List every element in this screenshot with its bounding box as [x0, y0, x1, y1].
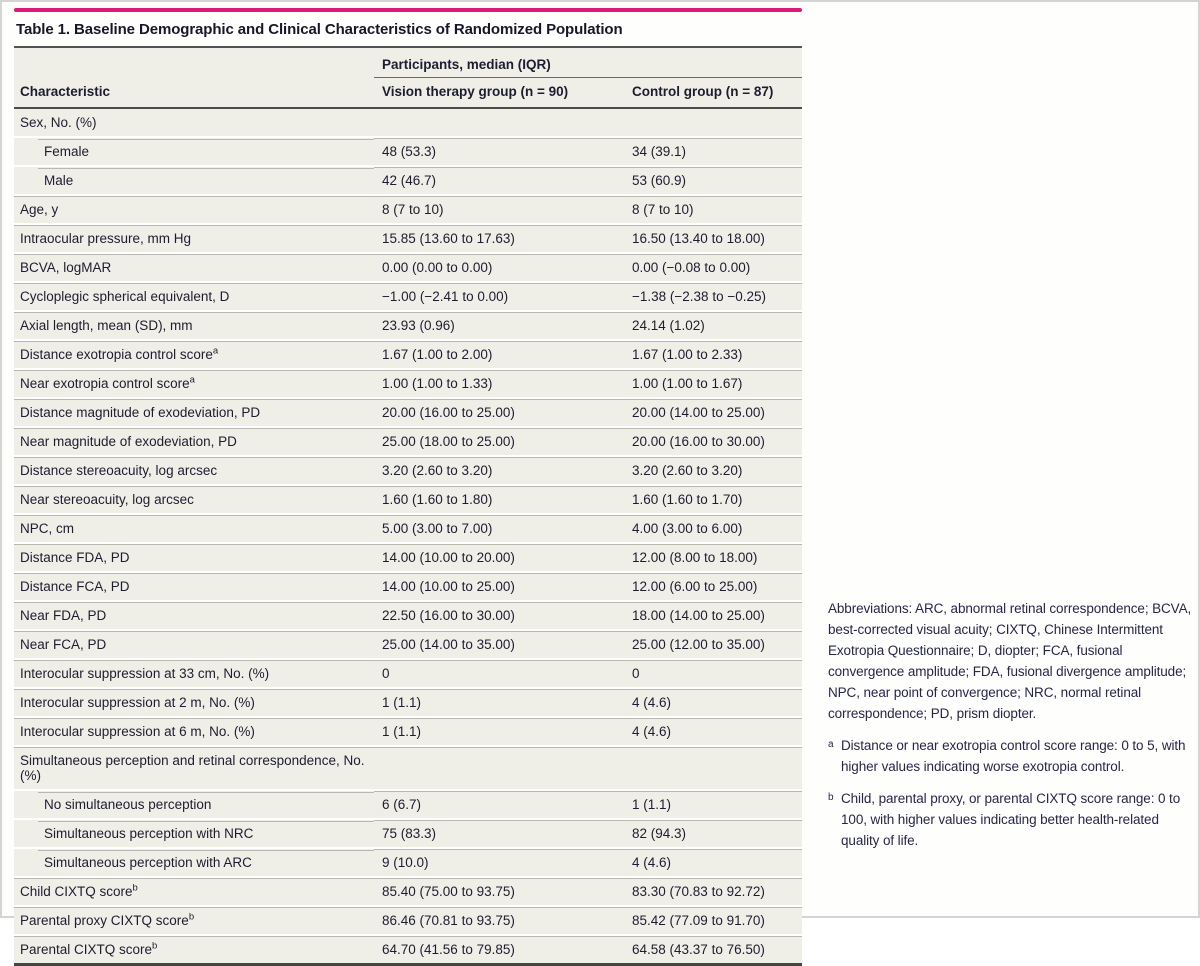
control-value: 1.60 (1.60 to 1.70): [624, 486, 802, 515]
footnote-reference: b: [152, 940, 158, 952]
footnote-reference: b: [132, 882, 138, 894]
footnote-a-text: Distance or near exotropia control score range: 0 to 5, with higher values indicating worse exotropia control.: [841, 738, 1186, 775]
table-row: [14, 631, 802, 660]
row-label: Interocular suppression at 33 cm, No. (%): [14, 660, 374, 689]
table-row: [14, 428, 802, 457]
footnote-b-text: Child, parental proxy, or parental CIXTQ score range: 0 to 100, with higher values indicating better health-related quality of life.: [841, 791, 1181, 849]
vision-therapy-value: 25.00 (14.00 to 35.00): [374, 631, 624, 660]
row-label: Near FCA, PD: [14, 631, 374, 660]
footnote-b-marker: b: [828, 792, 834, 804]
control-column-header: Control group (n = 87): [624, 78, 802, 109]
row-label: Distance exotropia control score$^a$: [14, 341, 374, 370]
footnote-reference: a: [189, 374, 195, 386]
table-row: [14, 515, 802, 544]
control-value: 16.50 (13.40 to 18.00): [624, 225, 802, 254]
table-row: [14, 747, 802, 791]
control-value: 83.30 (70.83 to 92.72): [624, 878, 802, 907]
row-label: Near exotropia control score$^a$: [14, 370, 374, 399]
table-body: [14, 109, 802, 963]
row-label: BCVA, logMAR: [14, 254, 374, 283]
vision-therapy-value: 20.00 (16.00 to 25.00): [374, 399, 624, 428]
control-value: −1.38 (−2.38 to −0.25): [624, 283, 802, 312]
vision-therapy-value: 64.70 (41.56 to 79.85): [374, 936, 624, 963]
column-header-row: [14, 78, 802, 109]
table-row: [14, 167, 802, 196]
row-label: Sex, No. (%): [14, 109, 802, 138]
vision-therapy-column-header: Vision therapy group (n = 90): [374, 78, 624, 109]
control-value: 18.00 (14.00 to 25.00): [624, 602, 802, 631]
table-row: [14, 602, 802, 631]
table-row: [14, 660, 802, 689]
table-row: [14, 849, 802, 878]
control-value: 53 (60.9): [624, 167, 802, 196]
row-label: Distance magnitude of exodeviation, PD: [14, 399, 374, 428]
table-row: [14, 878, 802, 907]
control-value: 1.67 (1.00 to 2.33): [624, 341, 802, 370]
table-row: [14, 109, 802, 138]
row-label: Simultaneous perception and retinal correspondence, No. (%): [14, 747, 802, 791]
characteristic-column-header: Characteristic: [14, 78, 374, 109]
control-value: 4 (4.6): [624, 718, 802, 747]
row-label: Interocular suppression at 6 m, No. (%): [14, 718, 374, 747]
row-label: Near stereoacuity, log arcsec: [14, 486, 374, 515]
control-value: 34 (39.1): [624, 138, 802, 167]
table-row: [14, 254, 802, 283]
vision-therapy-value: 22.50 (16.00 to 30.00): [374, 602, 624, 631]
table-row: [14, 225, 802, 254]
table-row: [14, 718, 802, 747]
vision-therapy-value: 48 (53.3): [374, 138, 624, 167]
row-label: Near magnitude of exodeviation, PD: [14, 428, 374, 457]
vision-therapy-value: 1.67 (1.00 to 2.00): [374, 341, 624, 370]
footnote-reference: a: [212, 345, 219, 357]
control-value: 64.58 (43.37 to 76.50): [624, 936, 802, 963]
control-value: 0.00 (−0.08 to 0.00): [624, 254, 802, 283]
vision-therapy-value: 5.00 (3.00 to 7.00): [374, 515, 624, 544]
vision-therapy-value: −1.00 (−2.41 to 0.00): [374, 283, 624, 312]
control-value: 4.00 (3.00 to 6.00): [624, 515, 802, 544]
row-label: Axial length, mean (SD), mm: [14, 312, 374, 341]
abbreviations-note: Abbreviations: ARC, abnormal retinal correspondence; BCVA, best-corrected visual acuity; CIXTQ, Chinese Intermittent Exotropia Questionnaire; D, diopter; FCA, fusional convergence amplitude; FDA, fusional divergence amplitude; NPC, near point of convergence; NRC, normal retinal correspondence; PD, prism diopter.: [828, 601, 1192, 722]
table-row: [14, 370, 802, 399]
table-row: [14, 573, 802, 602]
vision-therapy-value: 86.46 (70.81 to 93.75): [374, 907, 624, 936]
table-row: [14, 689, 802, 718]
table-row: [14, 283, 802, 312]
control-value: 4 (4.6): [624, 689, 802, 718]
spanner-header: Participants, median (IQR): [374, 48, 802, 78]
row-label: Distance stereoacuity, log arcsec: [14, 457, 374, 486]
vision-therapy-value: 23.93 (0.96): [374, 312, 624, 341]
vision-therapy-value: 6 (6.7): [374, 791, 624, 820]
table-row: [14, 399, 802, 428]
table-row: [14, 312, 802, 341]
row-label: Parental CIXTQ score$^b$: [14, 936, 374, 963]
table-header: [14, 48, 802, 109]
row-label: Age, y: [14, 196, 374, 225]
spanner-row: [14, 48, 802, 78]
vision-therapy-value: 1.60 (1.60 to 1.80): [374, 486, 624, 515]
table-row: [14, 907, 802, 936]
vision-therapy-value: 75 (83.3): [374, 820, 624, 849]
table-row: [14, 341, 802, 370]
vision-therapy-value: 25.00 (18.00 to 25.00): [374, 428, 624, 457]
control-value: 24.14 (1.02): [624, 312, 802, 341]
vision-therapy-value: 1 (1.1): [374, 718, 624, 747]
row-label: Intraocular pressure, mm Hg: [14, 225, 374, 254]
vision-therapy-value: 42 (46.7): [374, 167, 624, 196]
control-value: 20.00 (16.00 to 30.00): [624, 428, 802, 457]
footnote-reference: b: [188, 911, 195, 923]
vision-therapy-value: 3.20 (2.60 to 3.20): [374, 457, 624, 486]
row-label: Simultaneous perception with ARC: [14, 849, 374, 878]
vision-therapy-value: 15.85 (13.60 to 17.63): [374, 225, 624, 254]
vision-therapy-value: 0: [374, 660, 624, 689]
table-title: Table 1. Baseline Demographic and Clinical Characteristics of Randomized Population: [14, 12, 802, 48]
row-label: Male: [14, 167, 374, 196]
characteristics-table: [14, 48, 802, 963]
footnote-b: [828, 788, 1196, 851]
table-row: [14, 486, 802, 515]
control-value: 20.00 (14.00 to 25.00): [624, 399, 802, 428]
vision-therapy-value: 14.00 (10.00 to 25.00): [374, 573, 624, 602]
control-value: 8 (7 to 10): [624, 196, 802, 225]
control-value: 85.42 (77.09 to 91.70): [624, 907, 802, 936]
table-row: [14, 457, 802, 486]
footnotes-panel: [828, 598, 1196, 863]
row-label: Cycloplegic spherical equivalent, D: [14, 283, 374, 312]
control-value: 3.20 (2.60 to 3.20): [624, 457, 802, 486]
row-label: Interocular suppression at 2 m, No. (%): [14, 689, 374, 718]
control-value: 0: [624, 660, 802, 689]
table-row: [14, 196, 802, 225]
vision-therapy-value: 0.00 (0.00 to 0.00): [374, 254, 624, 283]
footnote-a: [828, 735, 1196, 777]
vision-therapy-value: 1 (1.1): [374, 689, 624, 718]
row-label: Parental proxy CIXTQ score$^b$: [14, 907, 374, 936]
table-row: [14, 820, 802, 849]
vision-therapy-value: 8 (7 to 10): [374, 196, 624, 225]
control-value: 25.00 (12.00 to 35.00): [624, 631, 802, 660]
control-value: 12.00 (8.00 to 18.00): [624, 544, 802, 573]
row-label: No simultaneous perception: [14, 791, 374, 820]
row-label: NPC, cm: [14, 515, 374, 544]
row-label: Female: [14, 138, 374, 167]
row-label: Simultaneous perception with NRC: [14, 820, 374, 849]
control-value: 1.00 (1.00 to 1.67): [624, 370, 802, 399]
spanner-spacer: [14, 48, 374, 78]
vision-therapy-value: 85.40 (75.00 to 93.75): [374, 878, 624, 907]
row-label: Distance FDA, PD: [14, 544, 374, 573]
vision-therapy-value: 14.00 (10.00 to 20.00): [374, 544, 624, 573]
row-label: Near FDA, PD: [14, 602, 374, 631]
row-label: Distance FCA, PD: [14, 573, 374, 602]
table-row: [14, 544, 802, 573]
control-value: 82 (94.3): [624, 820, 802, 849]
footnote-a-marker: a: [828, 739, 834, 751]
vision-therapy-value: 1.00 (1.00 to 1.33): [374, 370, 624, 399]
control-value: 12.00 (6.00 to 25.00): [624, 573, 802, 602]
control-value: 1 (1.1): [624, 791, 802, 820]
table-row: [14, 791, 802, 820]
table-panel: [14, 8, 802, 966]
table-row: [14, 936, 802, 963]
vision-therapy-value: 9 (10.0): [374, 849, 624, 878]
control-value: 4 (4.6): [624, 849, 802, 878]
row-label: Child CIXTQ score$^b$: [14, 878, 374, 907]
table-row: [14, 138, 802, 167]
